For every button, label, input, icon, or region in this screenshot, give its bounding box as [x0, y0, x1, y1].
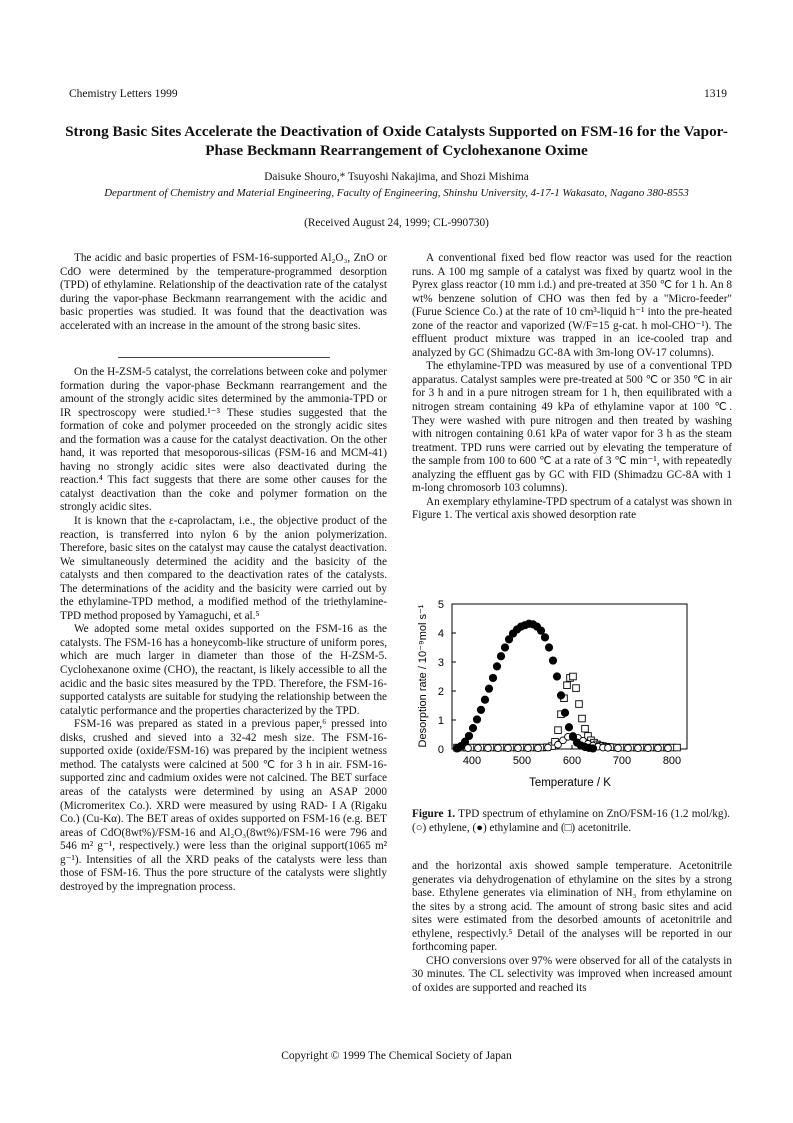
- right-column-body: [412, 252, 732, 523]
- x-tick-label: 800: [662, 755, 682, 767]
- ethylene-point: [495, 745, 502, 752]
- left-column-body: [60, 366, 387, 894]
- ethylene-point: [645, 745, 652, 752]
- figure-caption-label: Figure 1.: [412, 808, 456, 820]
- ethylamine-point: [537, 627, 544, 634]
- paragraph: FSM-16 was prepared as stated in a previous paper,⁶ pressed into disks, crushed and sieved into a 32-42 mesh size. The FSM-16-supported oxide (oxide/FSM-16) was prepared by the incipient wetness method. The catalysts were calcined at 500 ℃ for 3 h in air. FSM-16-supported zinc and cadmium oxides were not calcined. The BET surface areas of the catalysts were determined by using an ASAP 2000 (Micromeritex Co.). XRD were measured by using RAD- I A (Rigaku Co.) (Cu-Kα). The BET areas of oxides supported on FSM-16 (e.g. BET areas of CdO(8wt%)/FSM-16 and Al₂O₃(8wt%)/FSM-16 were 796 and 546 m² g⁻¹, respectively.) were less than the original support(1065 m² g⁻¹). Intensities of all the XRD peaks of the catalysts were less than those of FSM-16. Thus the pore structure of the catalysts were slightly destroyed by the impregnation process.: [60, 718, 387, 893]
- tpd-chart: [412, 598, 732, 808]
- article-affiliation: Department of Chemistry and Material Engineering, Faculty of Engineering, Shinshu University, 4-17-1 Wakasato, Nagano 380-8553: [104, 187, 689, 199]
- right-column-continued: [412, 860, 732, 995]
- x-tick-label: 600: [562, 755, 582, 767]
- y-tick-label: 4: [437, 628, 444, 640]
- acetonitrile-point: [674, 744, 681, 751]
- ethylamine-point: [489, 674, 496, 681]
- ethylene-point: [475, 745, 482, 752]
- figure-caption-text: TPD spectrum of ethylamine on ZnO/FSM-16 (1.2 mol/kg). (○) ethylene, (●) ethylamine and (□) acetonitrile.: [412, 808, 730, 834]
- x-tick-label: 500: [512, 755, 532, 767]
- acetonitrile-point: [564, 682, 571, 689]
- ethylene-point: [535, 745, 542, 752]
- ethylamine-point: [477, 706, 484, 713]
- received-date: (Received August 24, 1999; CL-990730): [304, 217, 489, 229]
- ethylene-point: [665, 745, 672, 752]
- ethylamine-point: [561, 709, 568, 716]
- x-axis-label: Temperature / K: [529, 777, 611, 789]
- acetonitrile-point: [573, 685, 580, 692]
- paragraph: On the H-ZSM-5 catalyst, the correlations between coke and polymer formation during the vapor-phase Beckmann rearrangement and the amount of the strongly acidic sites determined by the ammonia-TPD or IR spectroscopy were studied.¹⁻³ These studies suggested that the formation of coke and polymer proceeded on the strongly acidic sites and the formation was a cause for the catalyst deactivation. On the other hand, it was reported that mesoporous-silicas (FSM-16 and MCM-41) having no strongly acidic sites were also deactivated during the reaction.⁴ This fact suggests that there are some other causes for the catalyst deactivation than the coke and polymer formation on the strongly acidic sites.: [60, 366, 387, 514]
- ethylamine-point: [557, 692, 564, 699]
- acetonitrile-point: [555, 727, 562, 734]
- ethylene-point: [485, 745, 492, 752]
- paragraph: We adopted some metal oxides supported on the FSM-16 as the catalysts. The FSM-16 has a honeycomb-like structure of uniform pores, which are much larger in diameter than those of the H-ZSM-5. Cyclohexanone oxime (CHO), the reactant, is likely accessible to all the acidic and the basic sites measured by the TPD. Therefore, the FSM-16-supported catalysts are suitable for studying the relationship between the catalytic performance and the properties characterized by the TPD.: [60, 623, 387, 717]
- ethylene-point: [525, 745, 532, 752]
- ethylamine-point: [485, 685, 492, 692]
- ethylamine-point: [473, 716, 480, 723]
- paragraph: An exemplary ethylamine-TPD spectrum of a catalyst was shown in Figure 1. The vertical axis showed desorption rate: [412, 495, 732, 522]
- acetonitrile-point: [570, 673, 577, 680]
- paragraph: CHO conversions over 97% were observed for all of the catalysts in 30 minutes. The CL selectivity was improved when increased amount of oxides are supported and reached its: [412, 954, 732, 994]
- ethylamine-point: [465, 732, 472, 739]
- ethylamine-point: [469, 725, 476, 732]
- ethylene-point: [615, 745, 622, 752]
- ethylene-point: [505, 745, 512, 752]
- y-tick-label: 1: [437, 715, 444, 727]
- paragraph: A conventional fixed bed flow reactor was used for the reaction runs. A 100 mg sample of a catalyst was fixed by quartz wool in the Pyrex glass reactor (10 mm i.d.) and pre-treated at 350 ℃ for 1 h. An 8 wt% benzene solution of CHO was then fed by a "Micro-feeder" (Furue Science Co.) at the rate of 10 cm³-liquid h⁻¹ into the pre-heated zone of the reactor and vaporized (W/F=15 g-cat. h mol-CHO⁻¹). The effluent product mixture was trapped in an ice-cooled trap and analyzed by GC (Shimadzu GC-8A with 3m-long OV-17 columns).: [412, 252, 732, 359]
- y-tick-label: 5: [437, 599, 444, 611]
- article-authors: Daisuke Shouro,* Tsuyoshi Nakajima, and Shozi Mishima: [264, 171, 529, 183]
- abstract-paragraph: The acidic and basic properties of FSM-16-supported Al₂O₃, ZnO or CdO were determined by the temperature-programmed desorption (TPD) of ethylamine. Relationship of the deactivation rate of the catalyst during the vapor-phase Beckmann rearrangement with the acidic and basic properties was studied. It was found that the deactivation was accelerated with an increase in the amount of the strong basic sites.: [60, 252, 387, 332]
- acetonitrile-point: [579, 715, 586, 722]
- journal-name: Chemistry Letters 1999: [69, 88, 178, 100]
- paragraph: It is known that the ε-caprolactam, i.e., the objective product of the reaction, is transferred into nylon 6 by the anion polymerization. Therefore, basic sites on the catalyst may cause the catalyst deactivation. We simultaneously determined the acidity and the basicity of the catalysts and then compared to the deactivation rates of the catalysts. The determinations of the acidity and the basicity were carried out by the ethylamine-TPD method, a modified method of the triethylamine-TPD method proposed by Yamaguchi, et al.⁵: [60, 515, 387, 622]
- ethylamine-point: [481, 696, 488, 703]
- abstract-separator: [118, 357, 330, 358]
- ethylamine-point: [565, 724, 572, 731]
- ethylene-point: [515, 745, 522, 752]
- ethylamine-point: [549, 657, 556, 664]
- ethylene-point: [635, 745, 642, 752]
- x-tick-label: 700: [612, 755, 632, 767]
- y-tick-label: 3: [437, 657, 444, 669]
- figure-caption: [412, 808, 730, 835]
- abstract: [60, 252, 387, 333]
- y-axis-label: Desorption rate / 10⁻⁹mol s⁻¹: [417, 604, 429, 748]
- acetonitrile-point: [582, 725, 589, 732]
- x-tick-label: 400: [462, 755, 482, 767]
- y-tick-label: 0: [437, 744, 444, 756]
- ethylene-point: [545, 744, 552, 751]
- acetonitrile-point: [576, 701, 583, 708]
- ethylamine-point: [497, 653, 504, 660]
- ethylene-point: [625, 745, 632, 752]
- ethylamine-point: [493, 663, 500, 670]
- copyright-footer: Copyright © 1999 The Chemical Society of Japan: [281, 1050, 512, 1062]
- ethylamine-point: [541, 634, 548, 641]
- ethylamine-point: [553, 673, 560, 680]
- article-title: Strong Basic Sites Accelerate the Deactivation of Oxide Catalysts Supported on FSM-16 for the Vapor-Phase Beckmann Rearrangement of Cyclohexanone Oxime: [65, 123, 728, 159]
- ethylamine-point: [589, 745, 596, 752]
- ethylene-point: [605, 744, 612, 751]
- paragraph: and the horizontal axis showed sample temperature. Acetonitrile generates via dehydrogenation of ethylamine on the sites by a strong base. Ethylene generates via elimination of NH₃ from ethylamine on the sites by a strong acid. The amount of strong basic sites and acid sites were estimated from the desorbed amounts of acetonitrile and ethylene, respectivly.⁵ Detail of the analyses will be reported in our forthcoming paper.: [412, 860, 732, 954]
- ethylamine-point: [545, 644, 552, 651]
- ethylene-point: [655, 745, 662, 752]
- y-tick-label: 2: [437, 686, 444, 698]
- page-number: 1319: [704, 88, 727, 100]
- ethylamine-point: [501, 644, 508, 651]
- paragraph: The ethylamine-TPD was measured by use of a conventional TPD apparatus. Catalyst samples were pre-treated at 500 ℃ or 350 ℃ in air for 3 h and in a pure nitrogen stream for 1 h, then equilibrated with a nitrogen stream containing 49 kPa of ethylamine vapor at 100 ℃. They were washed with pure nitrogen and then treated by washing with nitrogen containing 0.61 kPa of water vapor for 3 h as the steam treatment. TPD runs were carried out by elevating the temperature of the sample from 100 to 600 ℃ at a rate of 3 ℃ min⁻¹, with repeatedly analyzing the effluent gas by GC with FID (Shimadzu GC-8A with 1 m-long chromosorb 103 columns).: [412, 360, 732, 495]
